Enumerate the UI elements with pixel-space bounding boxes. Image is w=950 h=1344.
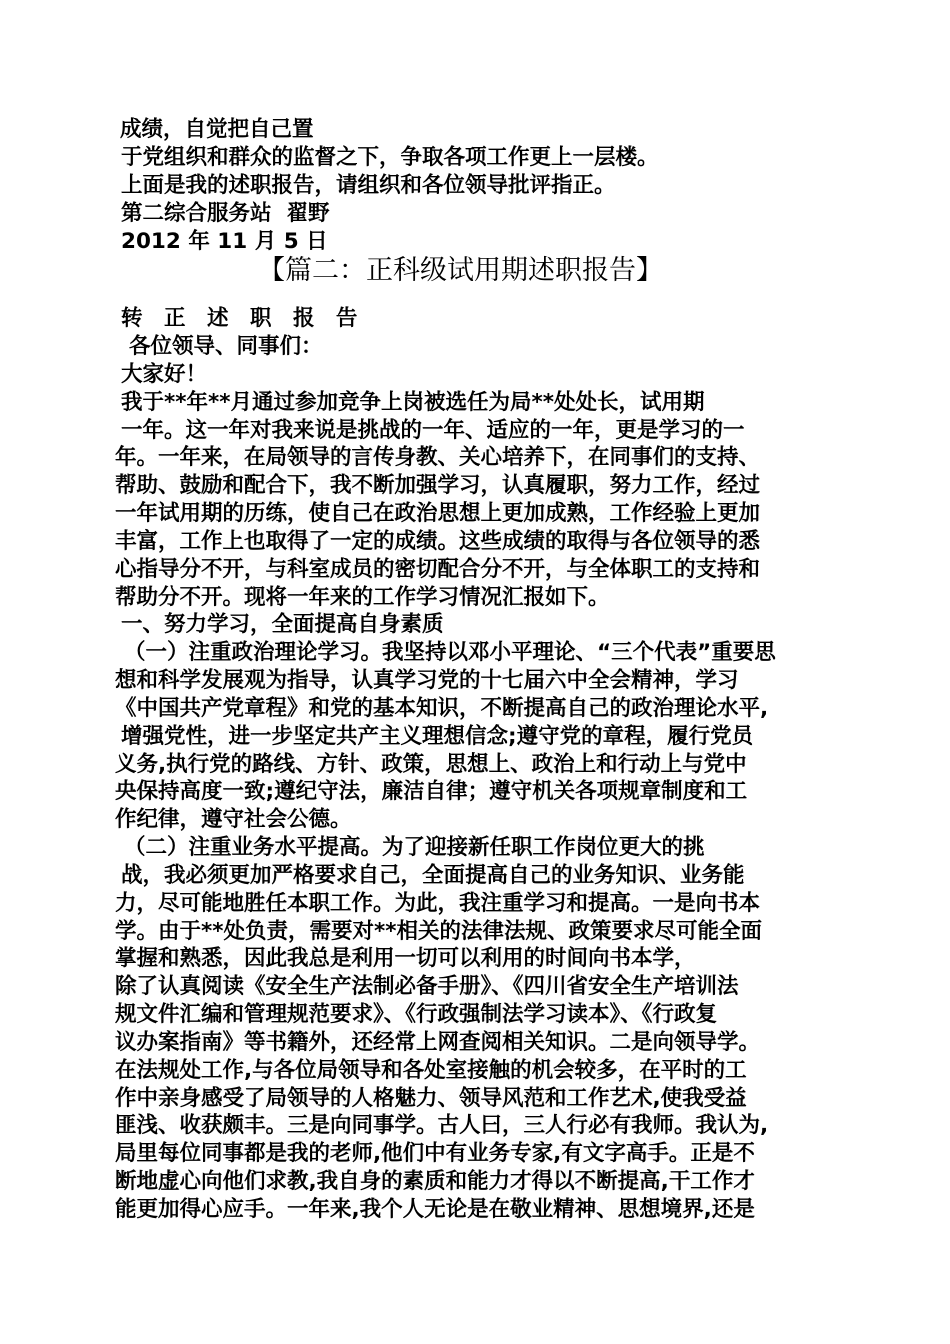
greeting: 大家好！ [121,362,208,387]
text-line: 心指导分不开，与科室成员的密切配合分不开，与全体职工的支持和 [115,557,761,582]
text-line: 断地虚心向他们求教,我自身的素质和能力才得以不断提高,干工作才 [115,1169,755,1194]
text-line: 能更加得心应手。一年来,我个人无论是在敬业精神、思想境界,还是 [115,1197,755,1222]
text-line: （二）注重业务水平提高。为了迎接新任职工作岗位更大的挑 [124,835,705,860]
text-line: 规文件汇编和管理规范要求》、《行政强制法学习读本》、《行政复 [115,1002,718,1027]
text-line: 议办案指南》等书籍外，还经常上网查阅相关知识。二是向领导学。 [115,1030,761,1055]
section-subheading: 一、努力学习，全面提高自身素质 [121,612,444,637]
document-title: 转 正 述 职 报 告 [121,306,365,331]
text-line: 我于**年**月通过参加竞争上岗被选任为局**处处长，试用期 [121,390,705,415]
text-line: 央保持高度一致;遵纪守法，廉洁自律；遵守机关各项规章制度和工 [115,779,748,804]
signature-line: 第二综合服务站 翟野 [121,201,330,226]
text-line: 战，我必须更加严格要求自己，全面提高自己的业务知识、业务能 [121,863,745,888]
salutation: 各位领导、同事们： [129,334,323,359]
text-line: 除了认真阅读《安全生产法制必备手册》、《四川省安全生产培训法 [115,974,739,999]
text-line: 匪浅、收获颇丰。三是向同事学。古人曰，三人行必有我师。我认为, [115,1113,769,1138]
text-line: （一）注重政治理论学习。我坚持以邓小平理论、“三个代表”重要思 [124,640,776,665]
text-line: 丰富，工作上也取得了一定的成绩。这些成绩的取得与各位领导的悉 [115,529,761,554]
text-line: 想和科学发展观为指导，认真学习党的十七届六中全会精神，学习 [115,668,739,693]
date-line: 2012 年 11 月 5 日 [121,229,328,254]
text-line: 一年。这一年对我来说是挑战的一年、适应的一年，更是学习的一 [121,418,745,443]
text-line: 作中亲身感受了局领导的人格魅力、领导风范和工作艺术,使我受益 [115,1086,747,1111]
text-line: 义务,执行党的路线、方针、政策，思想上、政治上和行动上与党中 [115,752,747,777]
text-line: 一年试用期的历练，使自己在政治思想上更加成熟，工作经验上更加 [115,501,761,526]
text-line: 增强党性，进一步坚定共产主义理想信念;遵守党的章程，履行党员 [121,724,754,749]
text-line: 成绩，自觉把自己置 [120,117,314,142]
section-heading: 【篇二：正科级试用期述职报告】 [258,255,663,286]
text-line: 作纪律，遵守社会公德。 [115,807,352,832]
text-line: 掌握和熟悉，因此我总是利用一切可以利用的时间向书本学， [115,946,696,971]
text-line: 《中国共产党章程》和党的基本知识，不断提高自己的政治理论水平, [115,696,769,721]
text-line: 帮助、鼓励和配合下，我不断加强学习，认真履职，努力工作，经过 [115,473,761,498]
text-line: 学。由于**处负责，需要对**相关的法律法规、政策要求尽可能全面 [115,919,762,944]
text-line: 于党组织和群众的监督之下，争取各项工作更上一层楼。 [121,145,659,170]
text-line: 帮助分不开。现将一年来的工作学习情况汇报如下。 [115,585,610,610]
text-line: 年。一年来，在局领导的言传身教、关心培养下，在同事们的支持、 [115,445,761,470]
text-line: 上面是我的述职报告，请组织和各位领导批评指正。 [121,173,616,198]
text-line: 局里每位同事都是我的老师,他们中有业务专家,有文字高手。正是不 [115,1141,755,1166]
text-line: 在法规处工作,与各位局领导和各处室接触的机会较多，在平时的工 [115,1058,747,1083]
text-line: 力，尽可能地胜任本职工作。为此，我注重学习和提高。一是向书本 [115,891,761,916]
